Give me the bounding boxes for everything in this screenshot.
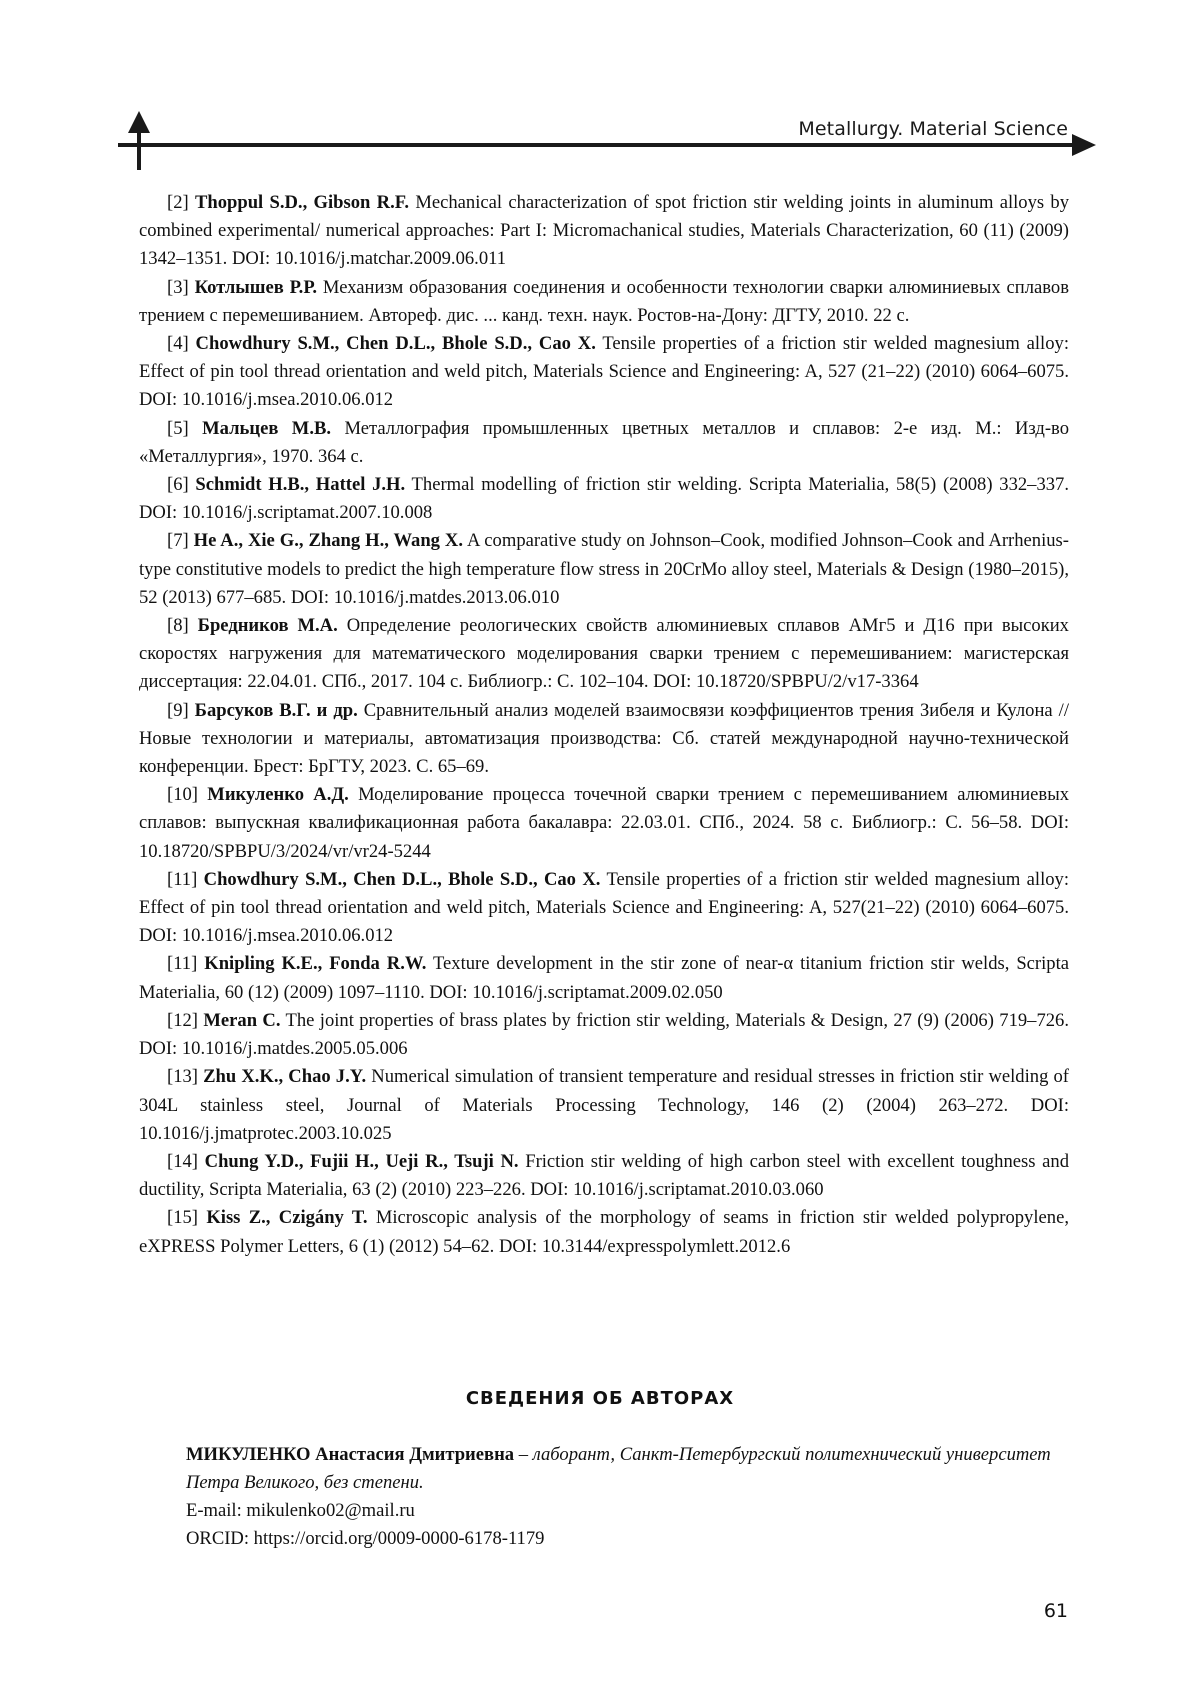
reference-text: Thermal modelling of friction stir welding. Scripta Materialia, 58(5) (2008) 332–337. DOI: 10.1016/j.scriptamat.2007.10.008 xyxy=(139,474,1069,523)
reference-item: [11] Chowdhury S.M., Chen D.L., Bhole S.D., Cao X. Tensile properties of a friction stir welded magnesium alloy: Effect of pin tool thread orientation and weld pitch, Materials Science and Engineering: A, 527(21–22) (2010) 6064–6075. DOI: 10.1016/j.msea.2010.06.012 xyxy=(139,866,1069,951)
reference-item: [14] Chung Y.D., Fujii H., Ueji R., Tsuji N. Friction stir welding of high carbon steel with excellent toughness and ductility, Scripta Materialia, 63 (2) (2010) 223–226. DOI: 10.1016/j.scriptamat.2010.03.060 xyxy=(139,1148,1069,1204)
reference-item: [12] Meran C. The joint properties of brass plates by friction stir welding, Materials & Design, 27 (9) (2006) 719–726. DOI: 10.1016/j.matdes.2005.05.006 xyxy=(139,1007,1069,1063)
page-number: 61 xyxy=(1044,1600,1068,1622)
reference-authors: Микуленко А.Д. xyxy=(207,784,349,805)
reference-authors: Meran C. xyxy=(203,1010,280,1031)
reference-text: Texture development in the stir zone of near-α titanium friction stir welds, Scripta Materialia, 60 (12) (2009) 1097–1110. DOI: 10.1016/j.scriptamat.2009.02.050 xyxy=(139,953,1069,1002)
reference-text: Определение реологических свойств алюминиевых сплавов АМг5 и Д16 при высоких скоростях нагружения для математического моделирования сварки трением с перемешиванием: магистерская диссертация: 22.04.01. СПб., 2017. 104 с. Библиогр.: С. 102–104. DOI: 10.18720/SPBPU/2/v17-3364 xyxy=(139,615,1069,692)
reference-authors: Knipling K.E., Fonda R.W. xyxy=(204,953,426,974)
reference-item: [8] Бредников М.А. Определение реологических свойств алюминиевых сплавов АМг5 и Д16 при высоких скоростях нагружения для математического моделирования сварки трением с перемешиванием: магистерская диссертация: 22.04.01. СПб., 2017. 104 с. Библиогр.: С. 102–104. DOI: 10.18720/SPBPU/2/v17-3364 xyxy=(139,612,1069,697)
reference-authors: Барсуков В.Г. и др. xyxy=(195,700,358,721)
header-rule xyxy=(118,143,1078,147)
reference-authors: Мальцев М.В. xyxy=(202,418,331,439)
reference-item: [11] Knipling K.E., Fonda R.W. Texture development in the stir zone of near-α titanium friction stir welds, Scripta Materialia, 60 (12) (2009) 1097–1110. DOI: 10.1016/j.scriptamat.2009.02.050 xyxy=(139,950,1069,1006)
reference-text: Numerical simulation of transient temperature and residual stresses in friction stir welding of 304L stainless steel, Journal of Materials Processing Technology, 146 (2) (2004) 263–272. DOI: 10.1016/j.jmatprotec.2003.10.025 xyxy=(139,1066,1069,1143)
reference-authors: Chowdhury S.M., Chen D.L., Bhole S.D., Cao X. xyxy=(196,333,596,354)
reference-authors: He A., Xie G., Zhang H., Wang X. xyxy=(194,530,463,551)
reference-text: A comparative study on Johnson–Cook, modified Johnson–Cook and Arrhenius-type constitutive models to predict the high temperature flow stress in 20CrMo alloy steel, Materials & Design (1980–2015), 52 (2013) 677–685. DOI: 10.1016/j.matdes.2013.06.010 xyxy=(139,530,1069,607)
reference-text: Mechanical characterization of spot friction stir welding joints in aluminum alloys by combined experimental/ numerical approaches: Part I: Micromachanical studies, Materials Characterization, 60 (11) (2009) 1342–1351. DOI: 10.1016/j.matchar.2009.06.011 xyxy=(139,192,1069,269)
reference-text: Металлография промышленных цветных металлов и сплавов: 2-е изд. М.: Изд-во «Металлургия», 1970. 364 с. xyxy=(139,418,1069,467)
reference-authors: Chowdhury S.M., Chen D.L., Bhole S.D., Cao X. xyxy=(204,869,601,890)
reference-item: [13] Zhu X.K., Chao J.Y. Numerical simulation of transient temperature and residual stresses in friction stir welding of 304L stainless steel, Journal of Materials Processing Technology, 146 (2) (2004) 263–272. DOI: 10.1016/j.jmatprotec.2003.10.025 xyxy=(139,1063,1069,1148)
arrow-up-icon xyxy=(128,111,150,133)
reference-text: Friction stir welding of high carbon steel with excellent toughness and ductility, Scripta Materialia, 63 (2) (2010) 223–226. DOI: 10.1016/j.scriptamat.2010.03.060 xyxy=(139,1151,1069,1200)
reference-authors: Котлышев Р.Р. xyxy=(195,277,317,298)
author-email: E-mail: mikulenko02@mail.ru xyxy=(186,1497,1066,1525)
authors-section-title: СВЕДЕНИЯ ОБ АВТОРАХ xyxy=(0,1388,1200,1409)
reference-item: [2] Thoppul S.D., Gibson R.F. Mechanical characterization of spot friction stir welding joints in aluminum alloys by combined experimental/ numerical approaches: Part I: Micromachanical studies, Materials Characterization, 60 (11) (2009) 1342–1351. DOI: 10.1016/j.matchar.2009.06.011 xyxy=(139,189,1069,274)
reference-authors: Thoppul S.D., Gibson R.F. xyxy=(195,192,409,213)
reference-authors: Kiss Z., Czigány T. xyxy=(206,1207,367,1228)
reference-authors: Schmidt H.B., Hattel J.H. xyxy=(195,474,405,495)
reference-item: [6] Schmidt H.B., Hattel J.H. Thermal modelling of friction stir welding. Scripta Materialia, 58(5) (2008) 332–337. DOI: 10.1016/j.scriptamat.2007.10.008 xyxy=(139,471,1069,527)
header-section-label: Metallurgy. Material Science xyxy=(798,118,1068,140)
reference-item: [9] Барсуков В.Г. и др. Сравнительный анализ моделей взаимосвязи коэффициентов трения Зибеля и Кулона // Новые технологии и материалы, автоматизация производства: Сб. статей международной научно-технической конференции. Брест: БрГТУ, 2023. С. 65–69. xyxy=(139,697,1069,782)
reference-list xyxy=(139,189,1069,1261)
author-description: МИКУЛЕНКО Анастасия Дмитриевна – лаборант, Санкт-Петербургский политехнический университет Петра Великого, без степени. xyxy=(186,1441,1066,1497)
reference-item: [4] Chowdhury S.M., Chen D.L., Bhole S.D., Cao X. Tensile properties of a friction stir welded magnesium alloy: Effect of pin tool thread orientation and weld pitch, Materials Science and Engineering: A, 527 (21–22) (2010) 6064–6075. DOI: 10.1016/j.msea.2010.06.012 xyxy=(139,330,1069,415)
email-link[interactable]: mikulenko02@mail.ru xyxy=(246,1500,414,1521)
author-info xyxy=(186,1441,1066,1553)
author-orcid: ORCID: https://orcid.org/0009-0000-6178-1179 xyxy=(186,1525,1066,1553)
reference-text: Tensile properties of a friction stir welded magnesium alloy: Effect of pin tool thread orientation and weld pitch, Materials Science and Engineering: A, 527(21–22) (2010) 6064–6075. DOI: 10.1016/j.msea.2010.06.012 xyxy=(139,869,1069,946)
orcid-link[interactable]: https://orcid.org/0009-0000-6178-1179 xyxy=(254,1528,545,1549)
arrow-right-icon xyxy=(1072,134,1096,156)
reference-item: [5] Мальцев М.В. Металлография промышленных цветных металлов и сплавов: 2-е изд. М.: Изд-во «Металлургия», 1970. 364 с. xyxy=(139,415,1069,471)
arrow-up-stem xyxy=(137,128,141,170)
reference-authors: Zhu X.K., Chao J.Y. xyxy=(203,1066,366,1087)
reference-item: [3] Котлышев Р.Р. Механизм образования соединения и особенности технологии сварки алюминиевых сплавов трением с перемешиванием. Автореф. дис. ... канд. техн. наук. Ростов-на-Дону: ДГТУ, 2010. 22 с. xyxy=(139,274,1069,330)
reference-text: Tensile properties of a friction stir welded magnesium alloy: Effect of pin tool thread orientation and weld pitch, Materials Science and Engineering: A, 527 (21–22) (2010) 6064–6075. DOI: 10.1016/j.msea.2010.06.012 xyxy=(139,333,1069,410)
reference-item: [10] Микуленко А.Д. Моделирование процесса точечной сварки трением с перемешиванием алюминиевых сплавов: выпускная квалификационная работа бакалавра: 22.03.01. СПб., 2024. 58 с. Библиогр.: С. 56–58. DOI: 10.18720/SPBPU/3/2024/vr/vr24-5244 xyxy=(139,781,1069,866)
reference-item: [15] Kiss Z., Czigány T. Microscopic analysis of the morphology of seams in friction stir welded polypropylene, eXPRESS Polymer Letters, 6 (1) (2012) 54–62. DOI: 10.3144/expresspolymlett.2012.6 xyxy=(139,1204,1069,1260)
reference-authors: Бредников М.А. xyxy=(198,615,338,636)
reference-item: [7] He A., Xie G., Zhang H., Wang X. A comparative study on Johnson–Cook, modified Johnson–Cook and Arrhenius-type constitutive models to predict the high temperature flow stress in 20CrMo alloy steel, Materials & Design (1980–2015), 52 (2013) 677–685. DOI: 10.1016/j.matdes.2013.06.010 xyxy=(139,527,1069,612)
reference-text: Моделирование процесса точечной сварки трением с перемешиванием алюминиевых сплавов: выпускная квалификационная работа бакалавра: 22.03.01. СПб., 2024. 58 с. Библиогр.: С. 56–58. DOI: 10.18720/SPBPU/3/2024/vr/vr24-5244 xyxy=(139,784,1069,861)
reference-text: The joint properties of brass plates by friction stir welding, Materials & Design, 27 (9) (2006) 719–726. DOI: 10.1016/j.matdes.2005.05.006 xyxy=(139,1010,1069,1059)
author-role: лаборант, Санкт-Петербургский политехнический университет Петра Великого, без степени. xyxy=(186,1444,1051,1493)
reference-text: Механизм образования соединения и особенности технологии сварки алюминиевых сплавов трением с перемешиванием. Автореф. дис. ... канд. техн. наук. Ростов-на-Дону: ДГТУ, 2010. 22 с. xyxy=(139,277,1069,326)
reference-text: Microscopic analysis of the morphology of seams in friction stir welded polypropylene, eXPRESS Polymer Letters, 6 (1) (2012) 54–62. DOI: 10.3144/expresspolymlett.2012.6 xyxy=(139,1207,1069,1256)
author-name: МИКУЛЕНКО Анастасия Дмитриевна xyxy=(186,1444,514,1465)
reference-text: Сравнительный анализ моделей взаимосвязи коэффициентов трения Зибеля и Кулона // Новые технологии и материалы, автоматизация производства: Сб. статей международной научно-технической конференции. Брест: БрГТУ, 2023. С. 65–69. xyxy=(139,700,1069,777)
reference-authors: Chung Y.D., Fujii H., Ueji R., Tsuji N. xyxy=(205,1151,519,1172)
